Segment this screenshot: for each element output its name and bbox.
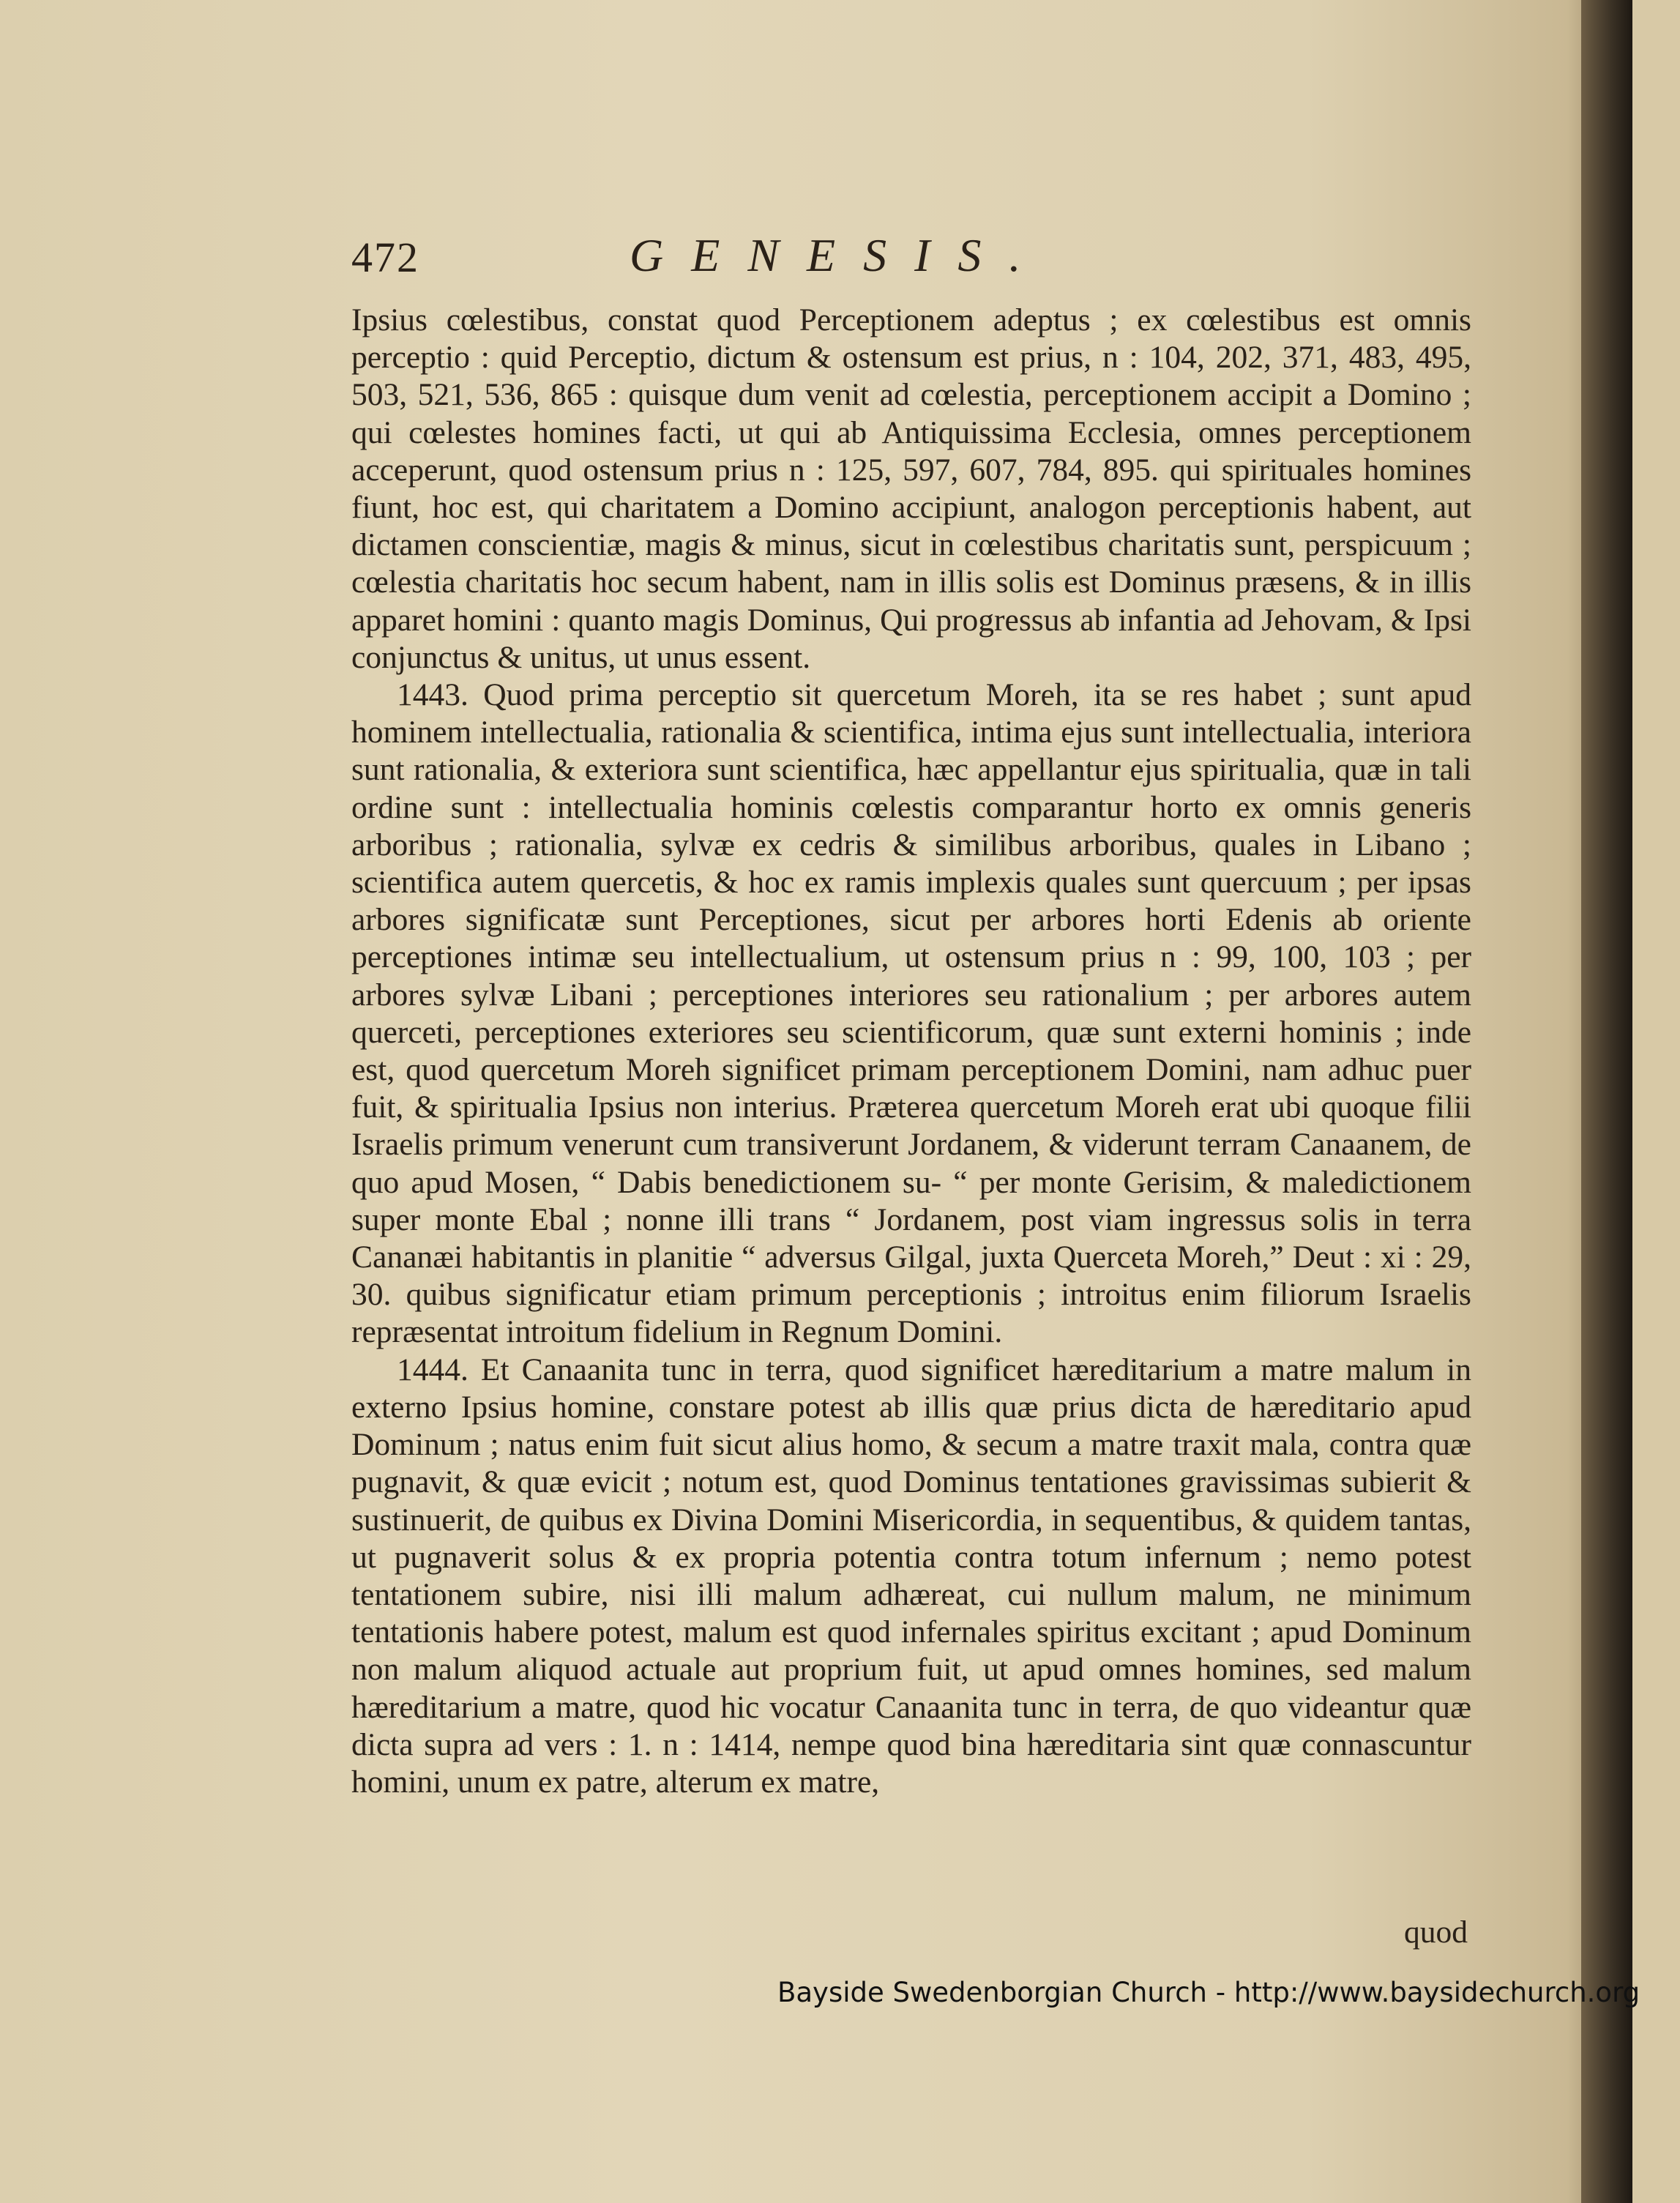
running-title: GENESIS. (630, 229, 1049, 281)
body-text (351, 302, 1471, 1801)
book-spine-shadow (1581, 0, 1632, 2203)
paragraph-1443: 1443. Quod prima perceptio sit quercetum Moreh, ita se res habet ; sunt apud hominem intellectualia, rationalia & scientifica, intima ejus sunt intellectualia, interiora sunt rationalia, & exteriora sunt scientifica, hæc appellantur ejus spiritualia, quæ in tali ordine sunt : intellectualia hominis cœlestis comparantur horto ex omnis generis arboribus ; rationalia, sylvæ ex cedris & similibus arboribus, quales in Libano ; scientifica autem quercetis, & hoc ex ramis implexis quales sunt quercuum ; per ipsas arbores significatæ sunt Perceptiones, sicut per arbores horti Edenis ab oriente perceptiones intimæ seu intellectualium, ut ostensum prius n : 99, 100, 103 ; per arbores sylvæ Libani ; perceptiones interiores seu rationalium ; per arbores autem querceti, perceptiones exteriores seu scientificorum, quæ sunt externi hominis ; inde est, quod quercetum Moreh significet primam perceptionem Domini, nam adhuc puer fuit, & spiritualia Ipsius non interius. Præterea quercetum Moreh erat ubi quoque filii Israelis primum venerunt cum transiverunt Jordanem, & viderunt terram Canaanem, de quo apud Mosen, “ Dabis benedictionem su- “ per monte Gerisim, & maledictionem super monte Ebal ; nonne illi trans “ Jordanem, post viam ingressus solis in terra Cananæi habitantis in planitie “ adversus Gilgal, juxta Querceta Moreh,” Deut : xi : 29, 30. quibus significatur etiam primum perceptionis ; introitus enim filiorum Israelis repræsentat introitum fidelium in Regnum Domini. (351, 677, 1471, 1350)
page-number: 472 (351, 234, 419, 281)
page-header (351, 228, 1486, 294)
catchword: quod (1404, 1915, 1468, 1950)
watermark-credit: Bayside Swedenborgian Church - http://www.baysidechurch.org (777, 1977, 1640, 2008)
paragraph-continuation: Ipsius cœlestibus, constat quod Perceptionem adeptus ; ex cœlestibus est omnis perceptio : quid Perceptio, dictum & ostensum est prius, n : 104, 202, 371, 483, 495, 503, 521, 536, 865 : quisque dum venit ad cœlestia, perceptionem accipit a Domino ; qui cœlestes homines facti, ut qui ab Antiquissima Ecclesia, omnes perceptionem acceperunt, quod ostensum prius n : 125, 597, 607, 784, 895. qui spirituales homines fiunt, hoc est, qui charitatem a Domino accipiunt, analogon perceptionis habent, aut dictamen conscientiæ, magis & minus, sicut in cœlestibus charitatis sunt, perspicuum ; cœlestia charitatis hoc secum habent, nam in illis solis est Dominus præsens, & in illis apparet homini : quanto magis Dominus, Qui progressus ab infantia ad Jehovam, & Ipsi conjunctus & unitus, ut unus essent. (351, 302, 1471, 675)
paragraph-1444: 1444. Et Canaanita tunc in terra, quod significet hæreditarium a matre malum in externo Ipsius homine, constare potest ab illis quæ prius dicta de hæreditario apud Dominum ; natus enim fuit sicut alius homo, & secum a matre traxit mala, contra quæ pugnavit, & quæ evicit ; notum est, quod Dominus tentationes gravissimas subierit & sustinuerit, de quibus ex Divina Domini Misericordia, in sequentibus, & quidem tantas, ut pugnaverit solus & ex propria potentia contra totum infernum ; nemo potest tentationem subire, nisi illi malum adhæreat, cui nullum malum, ne minimum tentationis habere potest, malum est quod infernales spiritus excitant ; apud Dominum non malum aliquod actuale aut proprium fuit, ut apud omnes homines, sed malum hæreditarium a matre, quod hic vocatur Canaanita tunc in terra, de quo videantur quæ dicta supra ad vers : 1. n : 1414, nempe quod bina hæreditaria sint quæ connascuntur homini, unum ex patre, alterum ex matre, (351, 1352, 1471, 1800)
